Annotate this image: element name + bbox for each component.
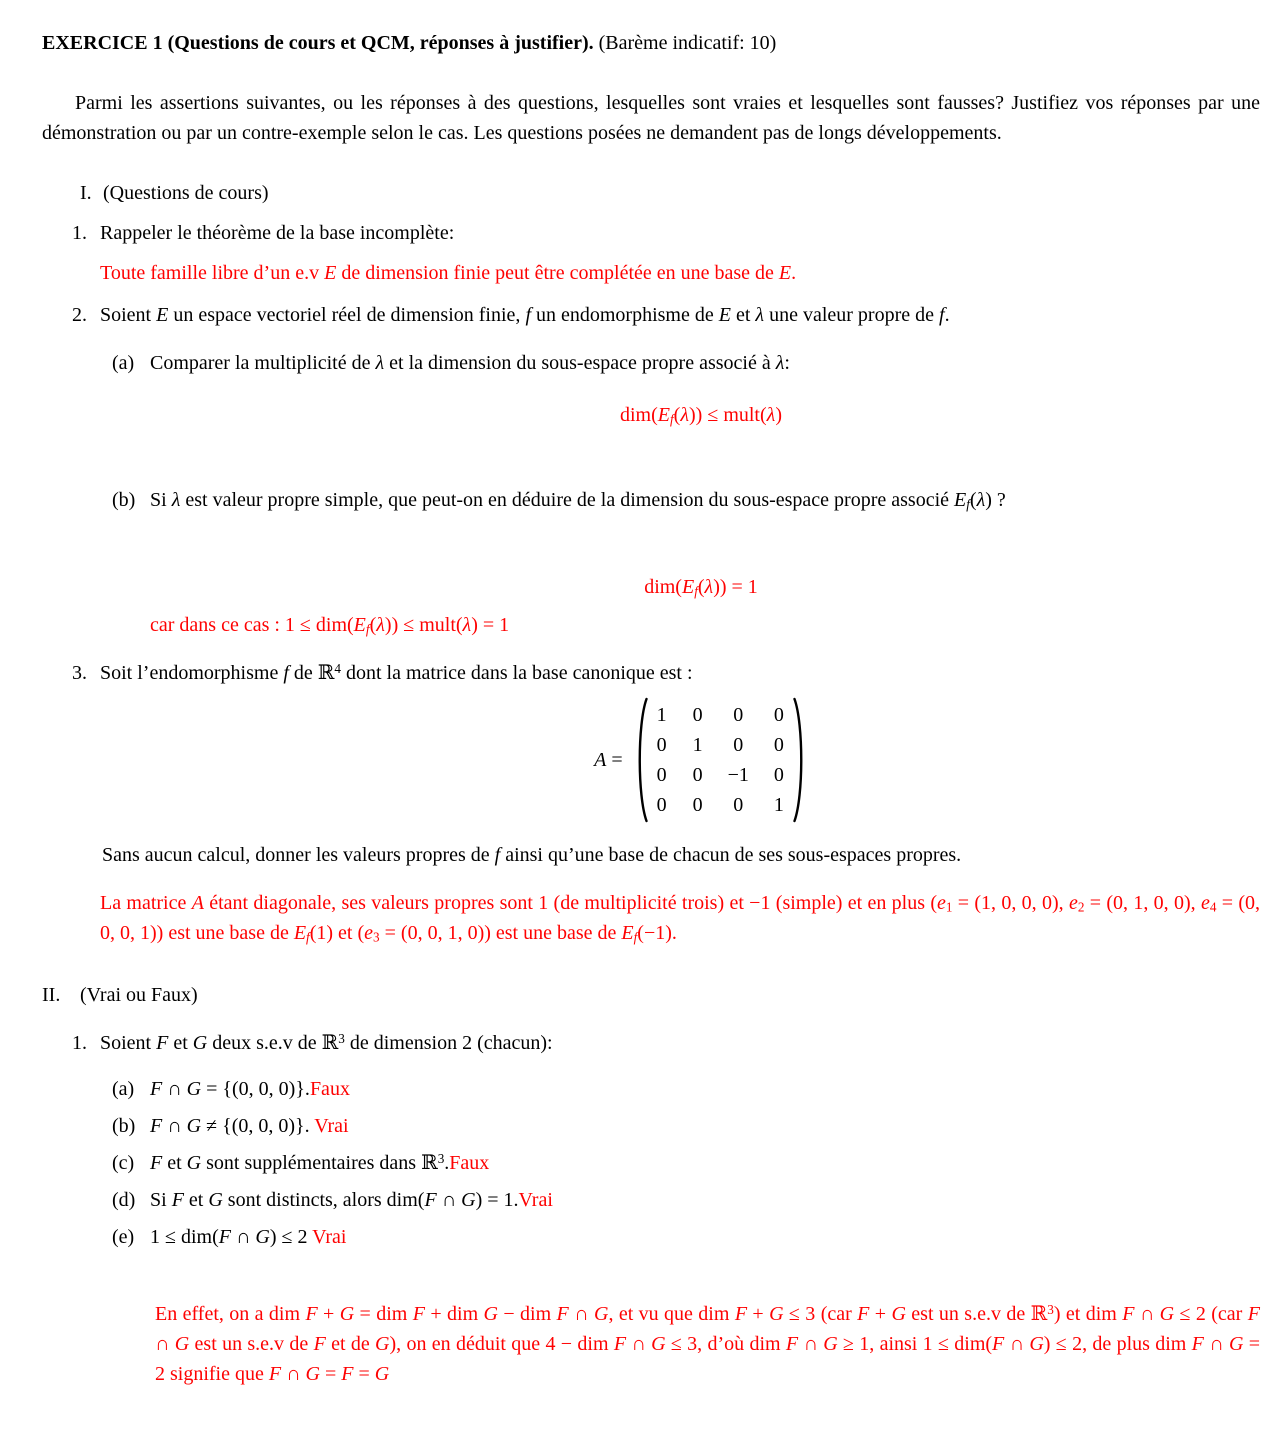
- statement-c: [42, 1148, 1260, 1178]
- question-3-instruction: Sans aucun calcul, donner les valeurs propres de f ainsi qu’une base de chacun de ses sous-espaces propres.: [102, 844, 962, 866]
- section-ii-label: II.: [42, 984, 61, 1006]
- matrix-lhs: A =: [594, 749, 623, 771]
- question-3-label: 3.: [72, 662, 87, 684]
- statement-b-label: (b): [112, 1115, 136, 1137]
- statement-b-text: F ∩ G ≠ {(0, 0, 0)}. Vrai: [150, 1115, 349, 1137]
- matrix-cell: 0: [773, 704, 784, 726]
- statement-d-label: (d): [112, 1189, 136, 1211]
- left-parenthesis: [633, 696, 649, 824]
- matrix-cell: 0: [656, 764, 667, 786]
- question-2-text: Soient E un espace vectoriel réel de dimension finie, f un endomorphisme de E et λ une valeur propre de f.: [100, 304, 950, 326]
- statement-d: [42, 1185, 1260, 1215]
- section-ii-justification: En effet, on a dim F + G = dim F + dim G − dim F ∩ G, et vu que dim F + G ≤ 3 (car F + G est un s.e.v de ℝ$^3$) et dim F ∩ G ≤ 2 (car F ∩ G est un s.e.v de F et de G), on en déduit que 4 − dim F ∩ G ≤ 3, d’où dim F ∩ G ≥ 1, ainsi 1 ≤ dim(F ∩ G) ≤ 2, de plus dim F ∩ G = 2 signifie que F ∩ G = F = G: [155, 1302, 1261, 1385]
- section-i-title: (Questions de cours): [103, 182, 269, 204]
- matrix-cell: 0: [692, 704, 703, 726]
- section-ii-question-1-label: 1.: [72, 1032, 87, 1054]
- matrix-grid: [649, 700, 792, 820]
- matrix-cell: 0: [692, 764, 703, 786]
- question-2a-answer-formula: $dim(E_f(\lambda))$ ≤ mult(λ): [620, 404, 782, 427]
- exercise-title: EXERCICE 1 (Questions de cours et QCM, réponses à justifier). (Barème indicatif: 10): [42, 32, 777, 54]
- matrix-cell: 0: [692, 794, 703, 816]
- matrix-cell: 0: [656, 794, 667, 816]
- question-2b-text: Si λ est valeur propre simple, que peut-on en déduire de la dimension du sous-espace propre associé $E_f(\lambda)$ ?: [150, 489, 1006, 512]
- statement-c-label: (c): [112, 1152, 135, 1174]
- matrix-cell: 0: [733, 704, 744, 726]
- matrix-cell: 0: [656, 734, 667, 756]
- statement-c-text: F et G sont supplémentaires dans ℝ$^3$.Faux: [150, 1151, 490, 1174]
- matrix-cell: 0: [733, 794, 744, 816]
- question-2b-justification: car dans ce cas : $1 \le dim(E_f(\lambda))$ ≤ mult(λ) = 1: [150, 614, 510, 637]
- question-2b-answer-formula: $dim(E_f(\lambda)) = 1$: [644, 576, 758, 599]
- matrix-cell: 0: [773, 764, 784, 786]
- section-i: [42, 178, 1260, 208]
- statement-a-text: F ∩ G = {(0, 0, 0)}.Faux: [150, 1078, 350, 1100]
- matrix-cell: 1: [773, 794, 784, 816]
- matrix-cell: −1: [727, 764, 749, 786]
- question-2a-text: Comparer la multiplicité de λ et la dimension du sous-espace propre associé à λ:: [150, 352, 790, 374]
- matrix-cell: 1: [692, 734, 703, 756]
- section-ii-question-1-text: Soient F et G deux s.e.v de ℝ$^3$ de dimension 2 (chacun):: [100, 1031, 553, 1054]
- matrix-cell: 1: [656, 704, 667, 726]
- matrix-cell: 0: [773, 734, 784, 756]
- question-1: [42, 218, 1260, 248]
- question-2-label: 2.: [72, 304, 87, 326]
- statement-b: [42, 1111, 1260, 1141]
- section-ii-title: (Vrai ou Faux): [80, 984, 198, 1006]
- right-parenthesis: [792, 696, 808, 824]
- question-2b-label: (b): [112, 489, 136, 511]
- intro-paragraph: Parmi les assertions suivantes, ou les réponses à des questions, lesquelles sont vraies et lesquelles sont fausses? Justifiez vos réponses par une démonstration ou par un contre-exemple selon le cas. Les questions posées ne demandent pas de longs développements.: [42, 92, 1260, 144]
- statement-e-label: (e): [112, 1226, 135, 1248]
- question-2a: [42, 348, 1260, 378]
- matrix-cell: 0: [733, 734, 744, 756]
- question-1-text: Rappeler le théorème de la base incomplète:: [100, 222, 455, 244]
- statement-a: [42, 1074, 1260, 1104]
- section-i-label: I.: [80, 182, 92, 204]
- question-2: [42, 300, 1260, 330]
- question-2b: [42, 485, 1260, 515]
- section-ii-question-1: [42, 1028, 1260, 1058]
- section-ii: [42, 980, 1260, 1010]
- question-3-answer: La matrice A étant diagonale, ses valeurs propres sont 1 (de multiplicité trois) et −1 (simple) et en plus ($e_1 = (1$, 0, 0, 0), $e_2 = (0$, 1, 0, 0), $e_4 = (0$, 0, 0, 1)) est une base de $E_f(1)$ et ($e_3 = (0$, 0, 1, 0)) est une base de $E_f(-1)$.: [100, 892, 1260, 945]
- matrix-equation: [142, 696, 1260, 824]
- statement-d-text: Si F et G sont distincts, alors dim(F ∩ G) = 1.Vrai: [150, 1189, 553, 1211]
- statement-e-text: 1 ≤ dim(F ∩ G) ≤ 2 Vrai: [150, 1226, 347, 1248]
- question-3: [42, 658, 1260, 688]
- question-3-text: Soit l’endomorphisme f de ℝ$^4$ dont la matrice dans la base canonique est :: [100, 661, 693, 684]
- statement-a-label: (a): [112, 1078, 135, 1100]
- question-2a-label: (a): [112, 352, 135, 374]
- question-1-answer: Toute famille libre d’un e.v E de dimension finie peut être complétée en une base de E.: [100, 262, 797, 284]
- question-1-label: 1.: [72, 222, 87, 244]
- statement-e: [42, 1222, 1260, 1252]
